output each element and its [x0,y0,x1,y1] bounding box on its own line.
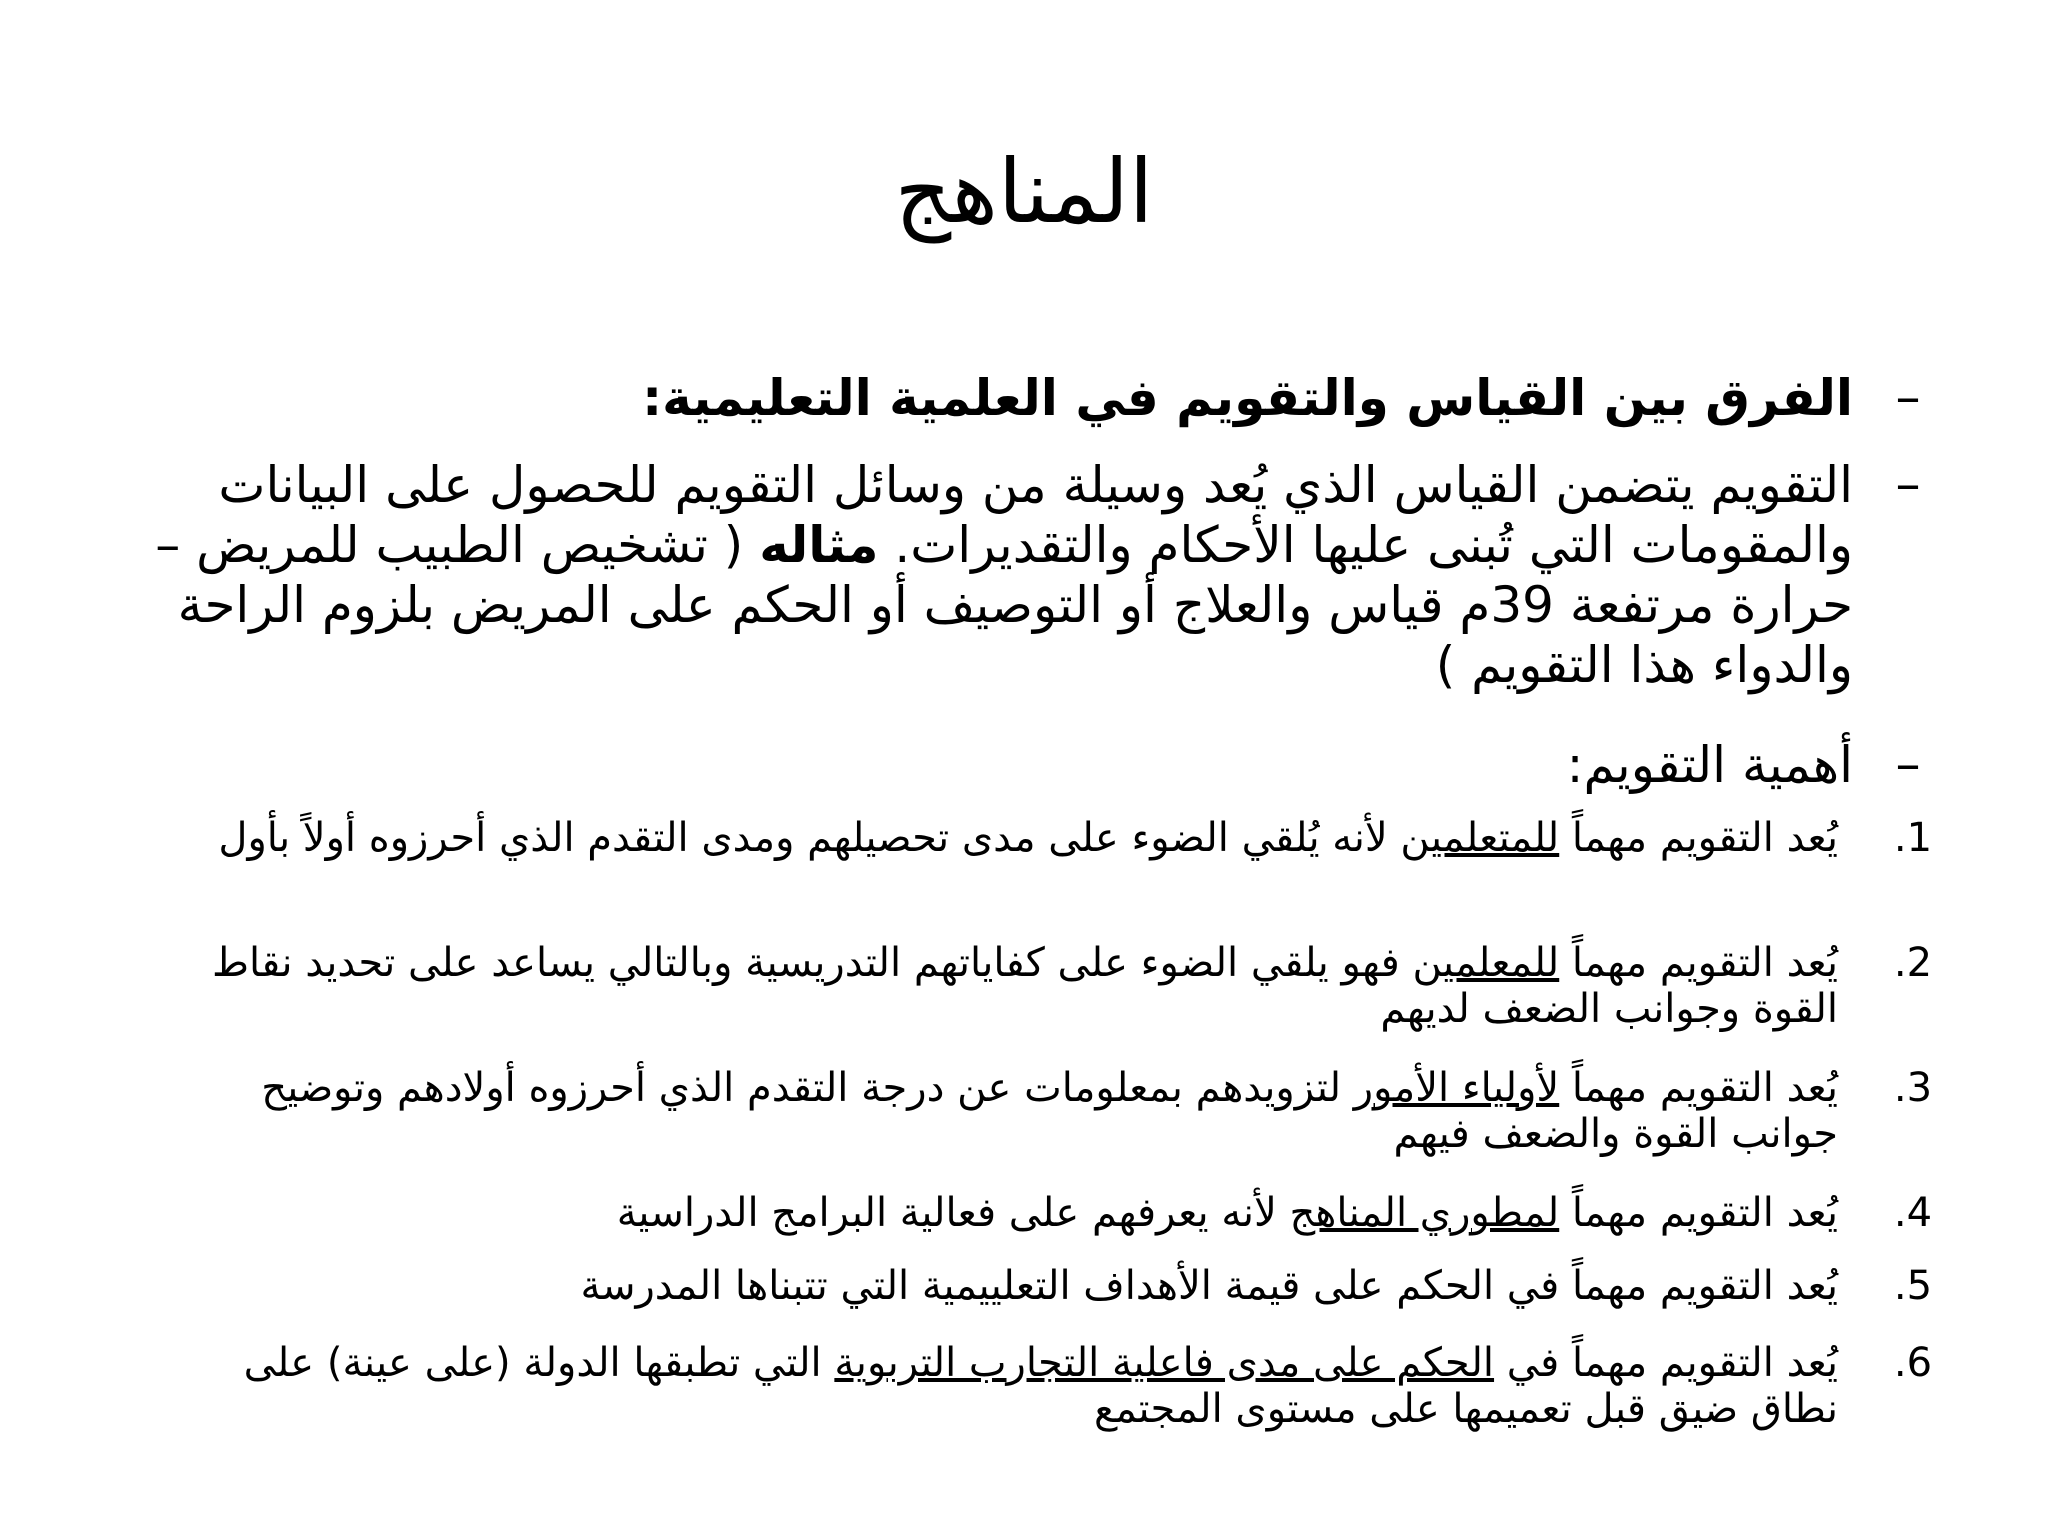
item-text-start: يُعد التقويم مهماً في [1494,1340,1838,1386]
slide-title: المناهج [894,140,1154,243]
example-text: ( تشخيص الطبيب للمريض – حرارة مرتفعة 39م قياس والعلاج أو التوصيف أو الحكم على المريض بلزوم الراحة والدواء هذا التقويم ) [155,516,1853,694]
list-item [188,940,1988,1032]
item-text [208,1340,1838,1432]
item-text [208,940,1838,1032]
definition-text: التقويم يتضمن القياس الذي يُعد وسيلة من وسائل التقويم للحصول على البيانات والمقومات التي تُبنى عليها الأحكام والتقديرات. [218,456,1853,574]
item-text-underlined: للمعلمين [1412,940,1560,986]
item-text-end: فهو يلقي الضوء على كفاياتهم التدريسية وبالتالي يساعد على تحديد نقاط القوة وجوانب الضعف لديهم [211,940,1838,1032]
item-text-underlined: للمتعلمين [1400,815,1560,861]
bullet-dash: – [1895,735,1921,793]
item-number: 6. [1893,1340,1933,1386]
bullet-text [153,455,1853,695]
bullet-importance [383,735,1963,795]
item-number: 3. [1893,1065,1933,1111]
list-item [188,1263,1988,1309]
item-text [208,1190,1838,1236]
list-item [188,1340,1988,1432]
item-number: 2. [1893,940,1933,986]
item-text-start: يُعد التقويم مهماً [1559,940,1838,986]
item-text [208,1263,1838,1309]
item-text-end: لأنه يعرفهم على فعالية البرامج الدراسية [616,1190,1290,1236]
item-text-start: يُعد التقويم مهماً [1559,815,1838,861]
example-label: مثاله [759,516,879,574]
item-text-underlined: الحكم على مدى فاعلية التجارب التربوية [834,1340,1495,1386]
item-number: 1. [1893,815,1933,861]
list-item [188,1065,1988,1157]
bullet-dash: – [1895,368,1921,426]
item-number: 4. [1893,1190,1933,1236]
item-text [208,1065,1838,1157]
item-text-end: لتزويدهم بمعلومات عن درجة التقدم الذي أحرزوه أولادهم وتوضيح جوانب القوة والضعف فيهم [261,1065,1838,1157]
item-text-underlined: لمطوري المناهج [1289,1190,1560,1236]
bullet-definition [133,455,1963,695]
item-text [208,815,1838,861]
bullet-text: أهمية التقويم: [1566,736,1853,794]
item-text-start: يُعد التقويم مهماً [1559,1065,1838,1111]
item-text-end: التي تطبقها الدولة (على عينة) على نطاق ضيق قبل تعميمها على مستوى المجتمع [243,1340,1838,1432]
item-text-end: لأنه يُلقي الضوء على مدى تحصيلهم ومدى التقدم الذي أحرزوه أولاً بأول [218,815,1401,861]
list-item [188,1190,1988,1236]
item-text-start: يُعد التقويم مهماً في الحكم على قيمة الأهداف التعلييمية التي تتبناها المدرسة [580,1263,1838,1309]
item-number: 5. [1893,1263,1933,1309]
bullet-heading-difference [383,368,1963,428]
list-item [188,815,1988,861]
bullet-text: الفرق بين القياس والتقويم في العلمية التعليمية: [642,369,1853,427]
item-text-start: يُعد التقويم مهماً [1559,1190,1838,1236]
item-text-underlined: لأولياء الأمور [1353,1065,1560,1111]
bullet-dash: – [1895,455,1921,513]
